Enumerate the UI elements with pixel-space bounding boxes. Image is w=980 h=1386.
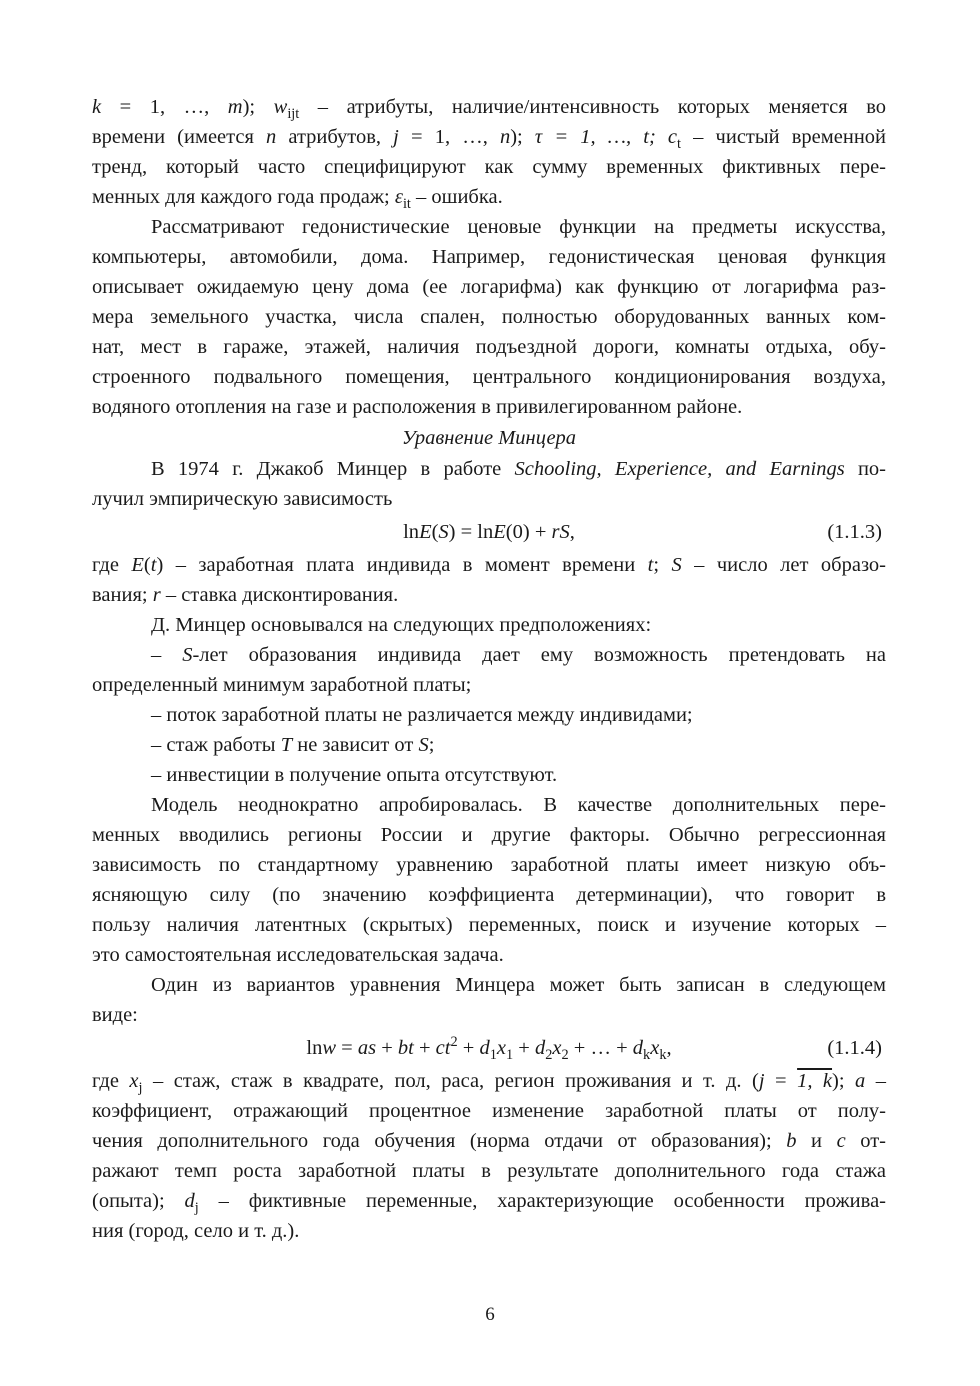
paragraph	[92, 92, 886, 212]
paragraph	[92, 1066, 886, 1246]
text-line	[92, 272, 886, 302]
text-run: – чистый временной	[681, 126, 887, 148]
text-line	[92, 790, 886, 820]
text-line	[92, 1216, 886, 1246]
section-heading: Уравнение Минцера	[401, 427, 577, 449]
text-line	[92, 484, 886, 514]
text-run: В 1974 г. Джакоб Минцер в работе	[151, 458, 515, 480]
math-symbol: 1, k	[797, 1070, 833, 1092]
math-symbol: S	[671, 554, 682, 576]
text-line	[92, 242, 886, 272]
text-line	[92, 700, 886, 730]
math-symbol: ε	[394, 186, 403, 208]
text-run: );	[242, 96, 274, 118]
math-symbol: rS	[551, 521, 570, 543]
paragraph	[92, 700, 886, 730]
text-run: определенный минимум заработной платы;	[92, 674, 472, 696]
equation-body	[403, 514, 575, 550]
text-run: ,	[666, 1037, 672, 1059]
math-symbol: x	[650, 1037, 660, 1059]
math-symbol: d	[632, 1037, 644, 1059]
math-symbol: d	[479, 1037, 490, 1059]
math-symbol: 1	[489, 1047, 497, 1064]
text-run: – фиктивные переменные, характеризующие особенности прожива-	[198, 1190, 886, 1212]
math-symbol: d	[534, 1037, 546, 1059]
text-run: – инвестиции в получение опыта отсутствуют.	[151, 764, 558, 786]
text-run: от-	[845, 1130, 886, 1152]
text-run: тренд, который часто специфицируют как сумму временных фиктивных пере-	[92, 156, 886, 178]
text-run: строенного подвального помещения, центрального кондиционирования воздуха,	[92, 366, 886, 388]
text-run: +	[513, 1037, 535, 1059]
text-line	[92, 910, 886, 940]
text-run: =	[764, 1070, 798, 1092]
math-symbol: w	[322, 1037, 337, 1059]
math-symbol: d	[184, 1190, 195, 1212]
text-line	[92, 392, 886, 422]
text-run: ln	[403, 521, 420, 543]
text-line	[92, 1126, 886, 1156]
text-run: ;	[653, 554, 672, 576]
math-symbol: j	[194, 1200, 199, 1217]
text-line	[92, 940, 886, 970]
math-symbol: 2	[545, 1047, 553, 1064]
text-run: ражают темп роста заработной платы в результате дополнительного года стажа	[92, 1160, 886, 1182]
math-symbol: k	[659, 1047, 667, 1064]
math-symbol: k	[643, 1047, 651, 1064]
text-run: это самостоятельная исследовательская задача.	[92, 944, 504, 966]
text-line	[92, 760, 886, 790]
text-run: менных вводились регионы России и другие факторы. Обычно регрессионная	[92, 824, 886, 846]
math-symbol: ijt	[287, 106, 300, 123]
text-run: виде:	[92, 1004, 138, 1026]
text-run: менных для каждого года продаж;	[92, 186, 395, 208]
text-run: где	[92, 554, 132, 576]
text-line	[92, 152, 886, 182]
text-run: ;	[428, 734, 435, 756]
text-run: +	[457, 1037, 480, 1059]
math-symbol: j	[393, 126, 399, 148]
math-symbol: c	[836, 1130, 846, 1152]
math-symbol: 1	[505, 1047, 514, 1064]
paragraph	[92, 550, 886, 610]
text-run: (	[143, 554, 151, 576]
text-line	[92, 730, 886, 760]
text-run: (	[431, 521, 439, 543]
text-run: времени (имеется	[92, 126, 267, 148]
math-symbol: j	[138, 1080, 143, 1097]
text-line	[92, 640, 886, 670]
text-line	[92, 850, 886, 880]
text-run: Д. Минцер основывался на следующих предположениях:	[151, 614, 652, 636]
text-run: – стаж, стаж в квадрате, пол, раса, регион проживания и т. д. (	[142, 1070, 759, 1092]
text-run: = 1, …,	[398, 126, 500, 148]
text-run: мера земельного участка, числа спален, полностью оборудованных ванных ком-	[92, 306, 886, 328]
document-page	[92, 92, 886, 1246]
math-symbol: as	[357, 1037, 377, 1059]
text-run: вания;	[92, 584, 153, 606]
paragraph	[92, 970, 886, 1030]
text-run: не зависит от	[292, 734, 419, 756]
text-run: водяного отопления на газе и расположения в привилегированном районе.	[92, 396, 743, 418]
math-symbol: j	[758, 1070, 765, 1092]
text-run: +	[413, 1037, 436, 1059]
paragraph	[92, 454, 886, 514]
text-line	[92, 670, 886, 700]
math-symbol: ct	[435, 1037, 451, 1059]
text-run: – ошибка.	[410, 186, 503, 208]
text-line	[92, 362, 886, 392]
paragraph	[92, 730, 886, 760]
text-run: нат, мест в гараже, этажей, наличия подъездной дороги, комнаты отдыха, обу-	[92, 336, 886, 358]
math-symbol: S	[418, 734, 429, 756]
text-run: + … +	[568, 1037, 633, 1059]
text-line	[92, 1000, 886, 1030]
paragraph	[92, 760, 886, 790]
math-symbol: x	[552, 1037, 562, 1059]
math-symbol: Schooling, Experience, and Earnings	[514, 458, 845, 480]
text-line	[92, 970, 886, 1000]
text-run: – число лет образо-	[681, 554, 886, 576]
text-run: –	[865, 1070, 887, 1092]
text-run: коэффициент, отражающий процентное изменение заработной платы от полу-	[92, 1100, 886, 1122]
text-line	[92, 1156, 886, 1186]
text-run: –	[151, 644, 183, 666]
math-symbol: m	[227, 96, 243, 118]
text-run: лучил эмпирическую зависимость	[92, 488, 393, 510]
text-run: чения дополнительного года обучения (норма отдачи от образования);	[92, 1130, 787, 1152]
math-symbol: b	[786, 1130, 797, 1152]
math-symbol: t	[647, 554, 654, 576]
text-run: – стаж работы	[151, 734, 281, 756]
text-line	[92, 820, 886, 850]
text-run: и	[796, 1130, 837, 1152]
text-run: =	[336, 1037, 358, 1059]
text-run: где	[92, 1070, 130, 1092]
math-symbol: S	[182, 644, 193, 666]
math-symbol: x	[496, 1037, 506, 1059]
text-run: зависимость по стандартному уравнению заработной платы имеет низкую объ-	[92, 854, 886, 876]
text-run: ясняющую силу (по значению коэффициента детерминации), что говорит в	[92, 884, 886, 906]
text-run: компьютеры, автомобили, дома. Например, гедонистическая ценовая функция	[92, 246, 886, 268]
text-line	[92, 332, 886, 362]
text-run: ) – заработная плата индивида в момент времени	[156, 554, 648, 576]
math-symbol: n	[266, 126, 277, 148]
text-run: Один из вариантов уравнения Минцера может быть записан в следующем	[151, 974, 886, 996]
paragraph	[92, 790, 886, 970]
text-run: – поток заработной платы не различается между индивидами;	[151, 704, 693, 726]
text-run: (0) +	[505, 521, 552, 543]
equation-number: (1.1.4)	[827, 1037, 882, 1059]
text-line	[92, 92, 886, 122]
text-line	[92, 880, 886, 910]
text-run: ln	[306, 1037, 323, 1059]
page-number: 6	[485, 1304, 495, 1325]
math-symbol: E	[493, 521, 506, 543]
text-line	[92, 610, 886, 640]
text-run: – атрибуты, наличие/интенсивность которых меняется во	[299, 96, 886, 118]
math-symbol: r	[152, 584, 161, 606]
math-symbol: S	[438, 521, 449, 543]
text-run: = 1, …,	[101, 96, 228, 118]
text-line	[92, 454, 886, 484]
text-run: );	[510, 126, 535, 148]
text-run: ния (город, село и т. д.).	[92, 1220, 300, 1242]
math-symbol: bt	[397, 1037, 414, 1059]
text-run: Модель неоднократно апробировалась. В качестве дополнительных пере-	[151, 794, 886, 816]
math-symbol: E	[131, 554, 144, 576]
text-line	[92, 302, 886, 332]
text-run: );	[832, 1070, 856, 1092]
equation	[92, 514, 886, 550]
text-run: по-	[844, 458, 886, 480]
paragraph	[92, 212, 886, 422]
text-line	[92, 212, 886, 242]
math-symbol: T	[280, 734, 293, 756]
text-run: пользу наличия латентных (скрытых) переменных, поиск и изучение которых –	[92, 914, 886, 936]
equation	[92, 1030, 886, 1066]
math-symbol: t	[150, 554, 157, 576]
text-line	[92, 182, 886, 212]
paragraph	[92, 610, 886, 640]
text-line	[92, 1096, 886, 1126]
math-symbol: 2	[450, 1034, 458, 1051]
math-symbol: it	[402, 196, 411, 213]
text-line	[92, 1066, 886, 1096]
math-symbol: 2	[561, 1047, 569, 1064]
math-symbol: k	[92, 96, 102, 118]
math-symbol: a	[855, 1070, 866, 1092]
text-run: атрибутов,	[276, 126, 394, 148]
text-run: ,	[569, 521, 575, 543]
math-symbol: E	[419, 521, 432, 543]
text-run: Рассматривают гедонистические ценовые функции на предметы искусства,	[151, 216, 886, 238]
math-symbol: x	[129, 1070, 139, 1092]
equation-body	[306, 1030, 671, 1066]
math-symbol: τ = 1, …, t; c	[534, 126, 678, 148]
text-run: – ставка дисконтирования.	[160, 584, 399, 606]
text-line	[92, 580, 886, 610]
text-run: описывает ожидаемую цену дома (ее логарифма) как функцию от логарифма раз-	[92, 276, 886, 298]
text-line	[92, 122, 886, 152]
text-line	[92, 550, 886, 580]
math-symbol: w	[273, 96, 288, 118]
math-symbol: t	[677, 136, 682, 153]
math-symbol: n	[499, 126, 511, 148]
text-run: (опыта);	[92, 1190, 185, 1212]
text-run: +	[376, 1037, 398, 1059]
text-run: -лет образования индивида дает ему возможность претендовать на	[192, 644, 886, 666]
text-run: ) = ln	[448, 521, 494, 543]
paragraph	[92, 640, 886, 700]
equation-number: (1.1.3)	[827, 521, 882, 543]
text-line	[92, 1186, 886, 1216]
